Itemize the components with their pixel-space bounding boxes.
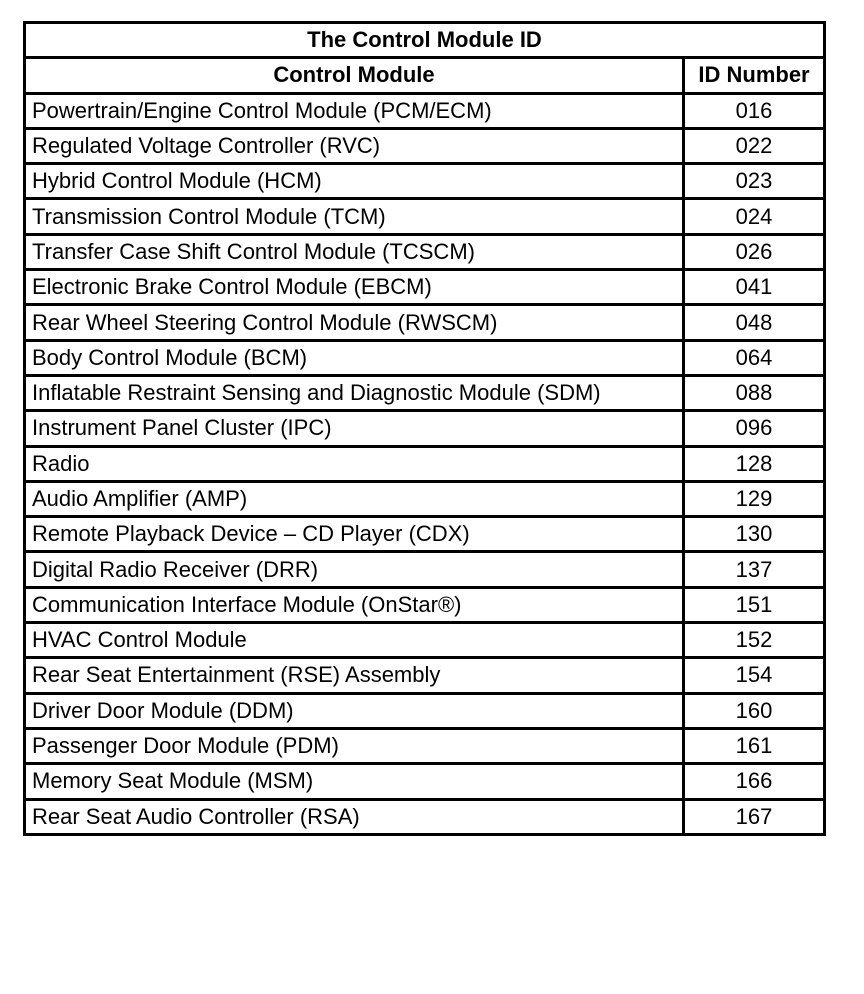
table-row — [25, 270, 825, 305]
module-id-cell: 167 — [684, 799, 825, 834]
module-id-cell: 129 — [684, 481, 825, 516]
module-name-cell: Electronic Brake Control Module (EBCM) — [25, 270, 684, 305]
table-header-row — [25, 58, 825, 93]
table-row — [25, 764, 825, 799]
table-row — [25, 552, 825, 587]
table-row — [25, 199, 825, 234]
module-name-cell: Rear Seat Entertainment (RSE) Assembly — [25, 658, 684, 693]
module-id-cell: 048 — [684, 305, 825, 340]
module-id-cell: 024 — [684, 199, 825, 234]
module-name-cell: Body Control Module (BCM) — [25, 340, 684, 375]
table-row — [25, 658, 825, 693]
module-name-cell: Transfer Case Shift Control Module (TCSCM) — [25, 234, 684, 269]
module-id-cell: 128 — [684, 446, 825, 481]
module-name-cell: Regulated Voltage Controller (RVC) — [25, 128, 684, 163]
module-id-cell: 041 — [684, 270, 825, 305]
module-name-cell: Communication Interface Module (OnStar®) — [25, 587, 684, 622]
module-id-cell: 064 — [684, 340, 825, 375]
table-row — [25, 623, 825, 658]
module-id-cell: 088 — [684, 375, 825, 410]
module-id-cell: 166 — [684, 764, 825, 799]
module-name-cell: Rear Wheel Steering Control Module (RWSCM) — [25, 305, 684, 340]
module-name-cell: Passenger Door Module (PDM) — [25, 728, 684, 763]
table-row — [25, 587, 825, 622]
table-body — [25, 93, 825, 834]
module-name-cell: Remote Playback Device – CD Player (CDX) — [25, 517, 684, 552]
table-row — [25, 375, 825, 410]
module-name-cell: Digital Radio Receiver (DRR) — [25, 552, 684, 587]
module-id-cell: 022 — [684, 128, 825, 163]
table-title-row — [25, 23, 825, 58]
table-title: The Control Module ID — [25, 23, 825, 58]
control-module-id-table — [23, 21, 826, 836]
table-row — [25, 481, 825, 516]
table-row — [25, 234, 825, 269]
module-name-cell: Powertrain/Engine Control Module (PCM/ECM) — [25, 93, 684, 128]
module-id-cell: 016 — [684, 93, 825, 128]
module-name-cell: Inflatable Restraint Sensing and Diagnostic Module (SDM) — [25, 375, 684, 410]
table-row — [25, 693, 825, 728]
module-name-cell: Rear Seat Audio Controller (RSA) — [25, 799, 684, 834]
module-name-cell: Audio Amplifier (AMP) — [25, 481, 684, 516]
module-name-cell: Hybrid Control Module (HCM) — [25, 164, 684, 199]
module-name-cell: Driver Door Module (DDM) — [25, 693, 684, 728]
table-row — [25, 411, 825, 446]
table-row — [25, 164, 825, 199]
module-id-cell: 096 — [684, 411, 825, 446]
column-header-control-module: Control Module — [25, 58, 684, 93]
table-row — [25, 93, 825, 128]
module-name-cell: Instrument Panel Cluster (IPC) — [25, 411, 684, 446]
module-name-cell: Memory Seat Module (MSM) — [25, 764, 684, 799]
table-row — [25, 799, 825, 834]
module-name-cell: Radio — [25, 446, 684, 481]
column-header-id-number: ID Number — [684, 58, 825, 93]
module-id-cell: 023 — [684, 164, 825, 199]
module-id-cell: 154 — [684, 658, 825, 693]
table-row — [25, 340, 825, 375]
module-id-cell: 137 — [684, 552, 825, 587]
table-row — [25, 128, 825, 163]
module-id-cell: 152 — [684, 623, 825, 658]
module-id-cell: 026 — [684, 234, 825, 269]
module-id-cell: 151 — [684, 587, 825, 622]
table-row — [25, 305, 825, 340]
module-id-cell: 160 — [684, 693, 825, 728]
module-id-cell: 161 — [684, 728, 825, 763]
module-id-cell: 130 — [684, 517, 825, 552]
table-row — [25, 728, 825, 763]
module-name-cell: HVAC Control Module — [25, 623, 684, 658]
table-row — [25, 446, 825, 481]
table-row — [25, 517, 825, 552]
module-name-cell: Transmission Control Module (TCM) — [25, 199, 684, 234]
